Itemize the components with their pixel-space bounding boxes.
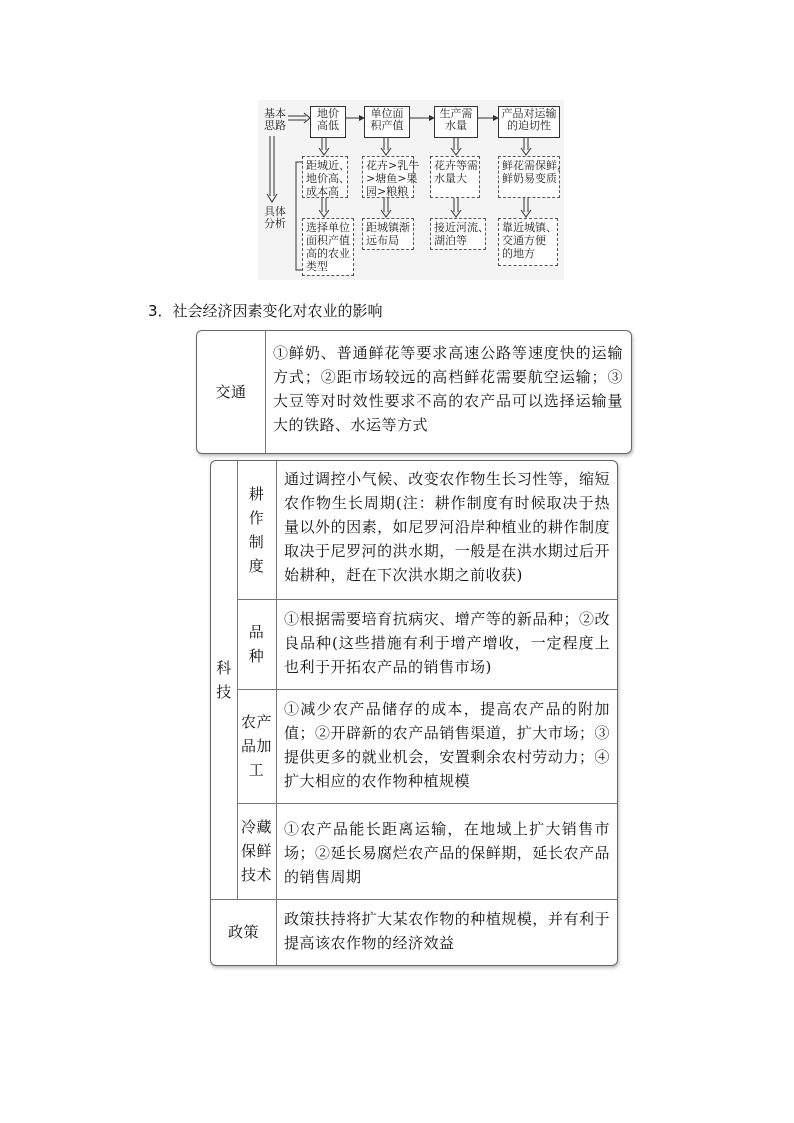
diagram-bottom-box: 选择单位 面积产值 高的农业 类型 <box>302 218 354 276</box>
row-text-cultivation: 通过调控小气候、改变农作物生长习性等，缩短农作物生长周期(注：耕作制度有时候取决于热量以外的因素，如尼罗河沿岸种植业的耕作制度取决于尼罗河的洪水期，一般是在洪水期过后开始耕种，赶在下次洪水期之前收获) <box>284 470 610 584</box>
row-label-cultivation: 耕 作 制 度 <box>248 485 265 575</box>
diagram-basic-label: 基本 思路 <box>264 107 286 132</box>
policy-label: 政策 <box>227 923 259 941</box>
transport-label: 交通 <box>215 383 247 401</box>
transport-table <box>196 330 632 454</box>
transport-text: ①鲜奶、普通鲜花等要求高速公路等速度快的运输方式；②距市场较远的高档鲜花需要航空运输；③大豆等对时效性要求不高的农产品可以选择运输量大的铁路、水运等方式 <box>273 344 623 434</box>
table-divider <box>237 803 617 804</box>
diagram-bottom-box: 接近河流、 湖泊等 <box>430 218 486 250</box>
row-label-processing: 农产 品加 工 <box>240 713 272 779</box>
diagram-top-box: 生产需 水量 <box>434 106 478 138</box>
diagram-top-box: 产品对运输 的迫切性 <box>498 106 560 138</box>
table-divider <box>276 461 277 965</box>
technology-policy-table <box>210 460 618 966</box>
row-label-cold-storage: 冷藏 保鲜 技术 <box>240 818 272 884</box>
diagram-top-box: 地价 高低 <box>310 106 346 138</box>
section-title: 3．社会经济因素变化对农业的影响 <box>148 302 383 320</box>
row-text-variety: ①根据需要培育抗病灾、增产等的新品种；②改良品种(这些措施有利于增产增收，一定程度上也利于开拓农产品的销售市场) <box>284 610 610 676</box>
technology-group-label: 科 技 <box>216 659 232 701</box>
table-divider <box>237 599 617 600</box>
diagram-specific-label: 具体 分析 <box>264 205 286 230</box>
policy-text: 政策扶持将扩大某农作物的种植规模，并有利于提高该农作物的经济效益 <box>284 910 610 952</box>
diagram-top-box: 单位面 积产值 <box>364 106 410 138</box>
diagram-mid-box: 鲜花需保鲜， 鲜奶易变质 <box>498 156 560 198</box>
row-label-variety: 品 种 <box>248 623 265 665</box>
analysis-diagram <box>258 100 568 280</box>
diagram-mid-box: 距城近、 地价高、 成本高 <box>302 156 348 198</box>
diagram-bottom-box: 距城镇渐 远布局 <box>362 218 414 250</box>
table-divider <box>237 689 617 690</box>
diagram-bottom-box: 靠近城镇、 交通方便 的地方 <box>498 218 558 266</box>
row-text-cold-storage: ①农产品能长距离运输，在地域上扩大销售市场；②延长易腐烂农产品的保鲜期，延长农产品的销售周期 <box>284 820 610 886</box>
diagram-mid-box: 花卉等需 水量大 <box>430 156 480 198</box>
table-divider <box>265 331 266 453</box>
diagram-mid-box: 花卉>乳牛 >塘鱼>果 园>粮粮 <box>362 156 414 198</box>
row-text-processing: ①减少农产品储存的成本，提高农产品的附加值；②开辟新的农产品销售渠道，扩大市场；③提供更多的就业机会，安置剩余农村劳动力；④扩大相应的农作物种植规模 <box>284 700 610 790</box>
